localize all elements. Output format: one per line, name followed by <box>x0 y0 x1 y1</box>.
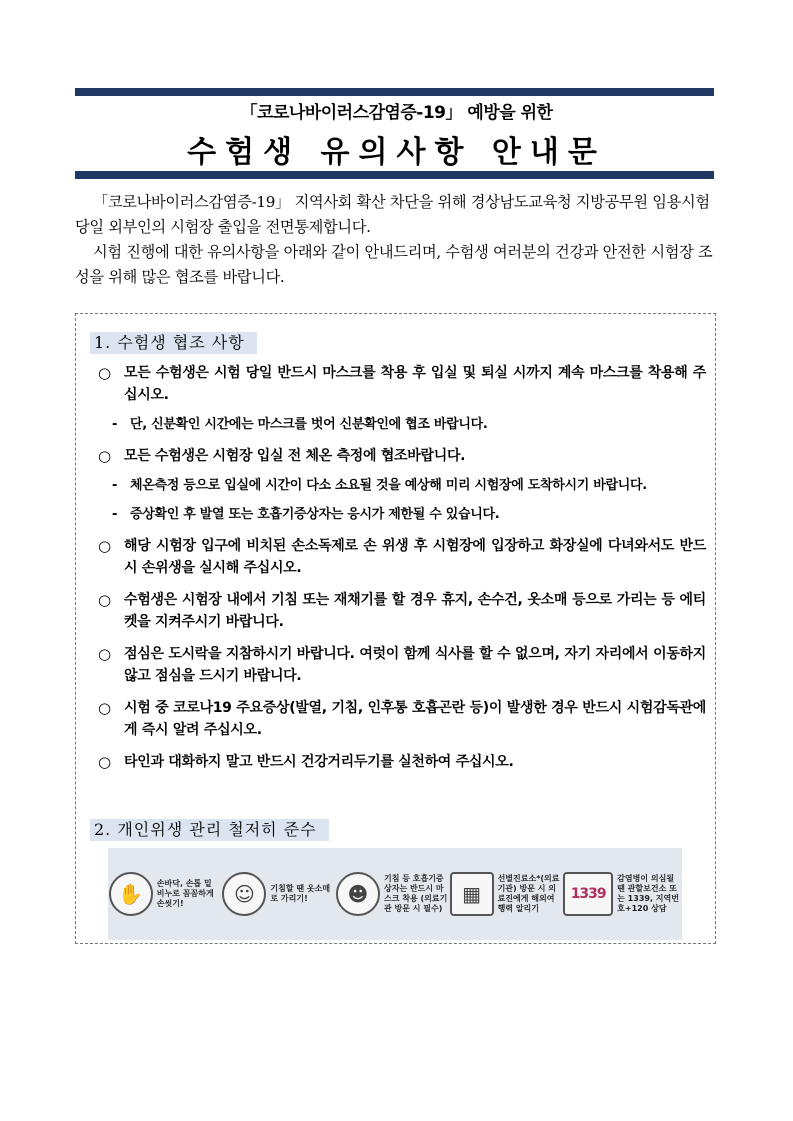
circle-bullet-icon: ○ <box>98 447 111 465</box>
hygiene-infographic <box>108 848 682 940</box>
hygiene-tile <box>563 872 681 916</box>
circle-bullet-icon: ○ <box>98 699 111 717</box>
list-item-text: 수험생은 시험장 내에서 기침 또는 재채기를 할 경우 휴지, 손수건, 옷소매 등으로 가리는 등 에티켓을 지켜주시기 바랍니다. <box>124 592 706 630</box>
list-item <box>98 362 706 406</box>
sub-item-text: 체온측정 등으로 입실에 시간이 다소 소요될 것을 예상해 미리 시험장에 도착하시기 바랍니다. <box>130 478 647 493</box>
cough-sleeve-icon: ☺ <box>222 872 266 916</box>
list-item-text: 점심은 도시락을 지참하시기 바랍니다. 여럿이 함께 식사를 할 수 없으며, 자기 자리에서 이동하지 않고 점심을 드시기 바랍니다. <box>124 646 706 684</box>
list-item <box>98 643 706 687</box>
list-item-text: 모든 수험생은 시험장 입실 전 체온 측정에 협조바랍니다. <box>124 448 466 464</box>
list-item-text: 시험 중 코로나19 주요증상(발열, 기침, 인후통 호흡곤란 등)이 발생한 경우 반드시 시험감독관에게 즉시 알려 주십시오. <box>124 700 706 738</box>
hygiene-tile <box>336 872 448 916</box>
hygiene-tile <box>222 872 334 916</box>
circle-bullet-icon: ○ <box>98 591 111 609</box>
circle-bullet-icon: ○ <box>98 537 111 555</box>
handwash-icon: ✋ <box>109 872 153 916</box>
circle-bullet-icon: ○ <box>98 753 111 771</box>
hygiene-tile-caption: 감염병이 의심될 땐 관할보건소 또는 1339, 지역번호+120 상담 <box>617 874 679 913</box>
list-item-text: 모든 수험생은 시험 당일 반드시 마스크를 착용 후 입실 및 퇴실 시까지 계속 마스크를 착용해 주십시오. <box>124 365 706 403</box>
hygiene-tile <box>109 872 221 916</box>
dash-bullet-icon: - <box>112 478 118 493</box>
circle-bullet-icon: ○ <box>98 364 111 382</box>
hospital-icon: ▦ <box>450 872 494 916</box>
section-1-heading: 1. 수험생 협조 사항 <box>90 332 257 354</box>
hotline-1339-icon: 1339 <box>563 872 613 916</box>
cooperation-list <box>98 362 706 783</box>
mask-person-icon: ☻ <box>336 872 380 916</box>
hygiene-tile-caption: 손바닥, 손톱 밑 비누로 꼼꼼하게 손씻기! <box>156 879 214 908</box>
hygiene-tile-caption: 기침 등 호흡기증상자는 반드시 마스크 착용 (의료기관 방문 시 필수) <box>383 874 448 913</box>
document-title: 수험생 유의사항 안내문 <box>187 135 606 170</box>
section-2-heading: 2. 개인위생 관리 철저히 준수 <box>90 819 329 841</box>
sub-item-text: 증상확인 후 발열 또는 호흡기증상자는 응시가 제한될 수 있습니다. <box>130 507 500 522</box>
circle-bullet-icon: ○ <box>98 645 111 663</box>
intro-paragraph-2: 시험 진행에 대한 유의사항을 아래와 같이 안내드리며, 수험생 여러분의 건강과 안전한 시험장 조성을 위해 많은 협조를 바랍니다. <box>75 243 713 286</box>
sub-item-text: 단, 신분확인 시간에는 마스크를 벗어 신분확인에 협조 바랍니다. <box>130 417 488 432</box>
dash-bullet-icon: - <box>112 507 118 522</box>
list-item-text: 타인과 대화하지 말고 반드시 건강거리두기를 실천하여 주십시오. <box>124 754 514 770</box>
hygiene-tile-caption: 선별진료소*(의료기관) 방문 시 의료진에게 해외여행력 알리기 <box>497 874 560 913</box>
hygiene-tile <box>450 872 562 916</box>
intro-text <box>75 190 715 290</box>
top-rule <box>75 88 714 96</box>
list-item <box>98 751 706 773</box>
hygiene-tile-caption: 기침할 땐 옷소매로 가리기! <box>270 884 331 903</box>
list-item <box>98 697 706 741</box>
list-item <box>98 589 706 633</box>
sub-item <box>112 414 706 435</box>
list-item-text: 해당 시험장 입구에 비치된 손소독제로 손 위생 후 시험장에 입장하고 화장실에 다녀와서도 반드시 손위생을 실시해 주십시오. <box>124 538 706 576</box>
sub-item <box>112 475 706 496</box>
title-rule <box>75 171 714 179</box>
intro-paragraph-1: 「코로나바이러스감염증-19」 지역사회 확산 차단을 위해 경상남도교육청 지방공무원 임용시험 당일 외부인의 시험장 출입을 전면통제합니다. <box>75 193 710 236</box>
list-item <box>98 535 706 579</box>
sub-item <box>112 504 706 525</box>
notice-box <box>75 313 716 944</box>
document-subtitle: 「코로나바이러스감염증-19」 예방을 위한 <box>240 103 553 123</box>
list-item <box>98 445 706 467</box>
dash-bullet-icon: - <box>112 417 118 432</box>
